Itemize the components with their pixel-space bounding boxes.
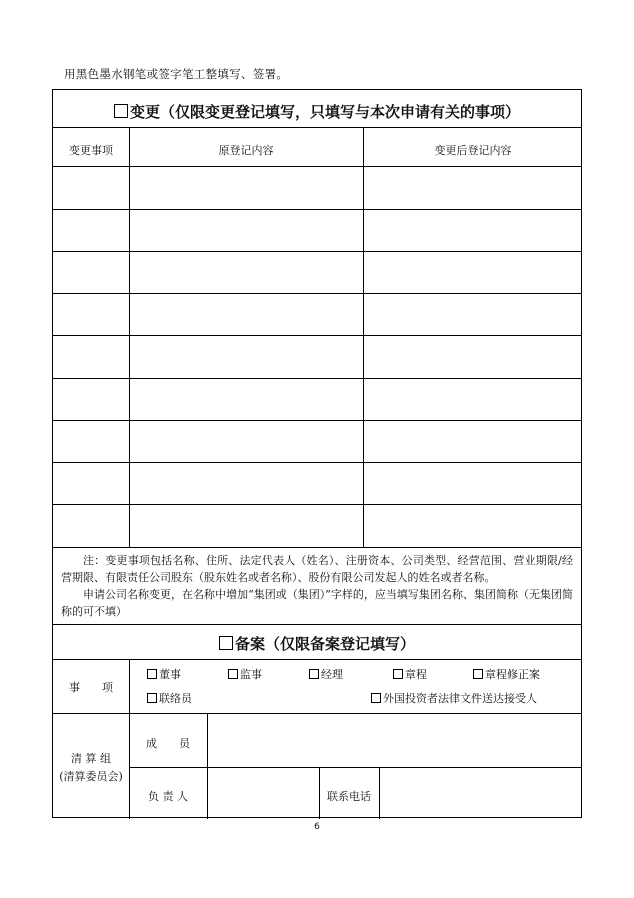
checkbox-change[interactable]	[114, 104, 128, 118]
divider	[53, 713, 581, 714]
leader-label: 负 责 人	[148, 790, 188, 803]
checkbox-icon[interactable]	[147, 693, 157, 703]
table-row	[53, 209, 581, 210]
divider	[53, 127, 581, 128]
column-divider	[207, 713, 208, 819]
checkbox-icon[interactable]	[309, 669, 319, 679]
option-label: 经理	[321, 668, 343, 681]
form-frame	[52, 89, 582, 818]
divider	[129, 767, 581, 768]
col-header-item: 变更事项	[69, 144, 113, 157]
table-row	[53, 293, 581, 294]
table-row	[53, 378, 581, 379]
page-number: 6	[314, 822, 320, 832]
checkbox-icon[interactable]	[228, 669, 238, 679]
table-row	[53, 547, 581, 548]
option-manager[interactable]	[309, 666, 343, 682]
liquidation-label: 清 算 组	[71, 752, 111, 765]
members-label: 成 员	[146, 737, 190, 750]
liquidation-label-sub: (清算委员会)	[59, 770, 123, 783]
change-section-title-text: 变更（仅限变更登记填写，只填写与本次申请有关的事项）	[129, 103, 520, 121]
divider	[53, 659, 581, 660]
column-divider	[363, 127, 364, 547]
filing-item-label: 事 项	[69, 681, 113, 694]
checkbox-icon[interactable]	[371, 693, 381, 703]
checkbox-icon[interactable]	[147, 669, 157, 679]
table-row	[53, 462, 581, 463]
column-divider	[129, 127, 130, 547]
option-label: 章程	[405, 668, 427, 681]
divider	[53, 624, 581, 625]
option-supervisor[interactable]	[228, 666, 262, 682]
option-liaison[interactable]	[147, 690, 192, 706]
option-label: 监事	[240, 668, 262, 681]
table-row	[53, 251, 581, 252]
change-notes	[61, 552, 573, 620]
change-section-title	[53, 101, 581, 122]
col-header-original: 原登记内容	[218, 144, 274, 157]
table-row	[53, 504, 581, 505]
option-articles-amendment[interactable]	[473, 666, 540, 682]
checkbox-icon[interactable]	[473, 669, 483, 679]
option-label: 外国投资者法律文件送达接受人	[383, 692, 537, 705]
instruction-note: 用黑色墨水钢笔或签字笔工整填写、签署。	[64, 67, 289, 81]
phone-label: 联系电话	[327, 790, 371, 803]
option-label: 章程修正案	[485, 668, 540, 681]
table-row	[53, 420, 581, 421]
change-note-2: 申请公司名称变更，在名称中增加“集团或（集团）”字样的，应当填写集团名称、集团简称（无集团简称的可不填）	[61, 588, 573, 618]
change-note-1: 注：变更事项包括名称、住所、法定代表人（姓名）、注册资本、公司类型、经营范围、营业期限/经营期限、有限责任公司股东（股东姓名或者名称）、股份有限公司发起人的姓名或者名称。	[61, 554, 573, 584]
option-label: 董事	[159, 668, 181, 681]
col-header-changed: 变更后登记内容	[434, 144, 512, 157]
option-foreign-investor-recipient[interactable]	[371, 690, 537, 706]
option-articles[interactable]	[393, 666, 427, 682]
divider	[53, 166, 581, 167]
option-director[interactable]	[147, 666, 181, 682]
checkbox-icon[interactable]	[393, 669, 403, 679]
option-label: 联络员	[159, 692, 192, 705]
column-divider	[379, 767, 380, 819]
filing-section-title	[53, 633, 581, 654]
table-row	[53, 335, 581, 336]
checkbox-filing[interactable]	[219, 636, 233, 650]
filing-section-title-text: 备案（仅限备案登记填写）	[234, 635, 415, 653]
